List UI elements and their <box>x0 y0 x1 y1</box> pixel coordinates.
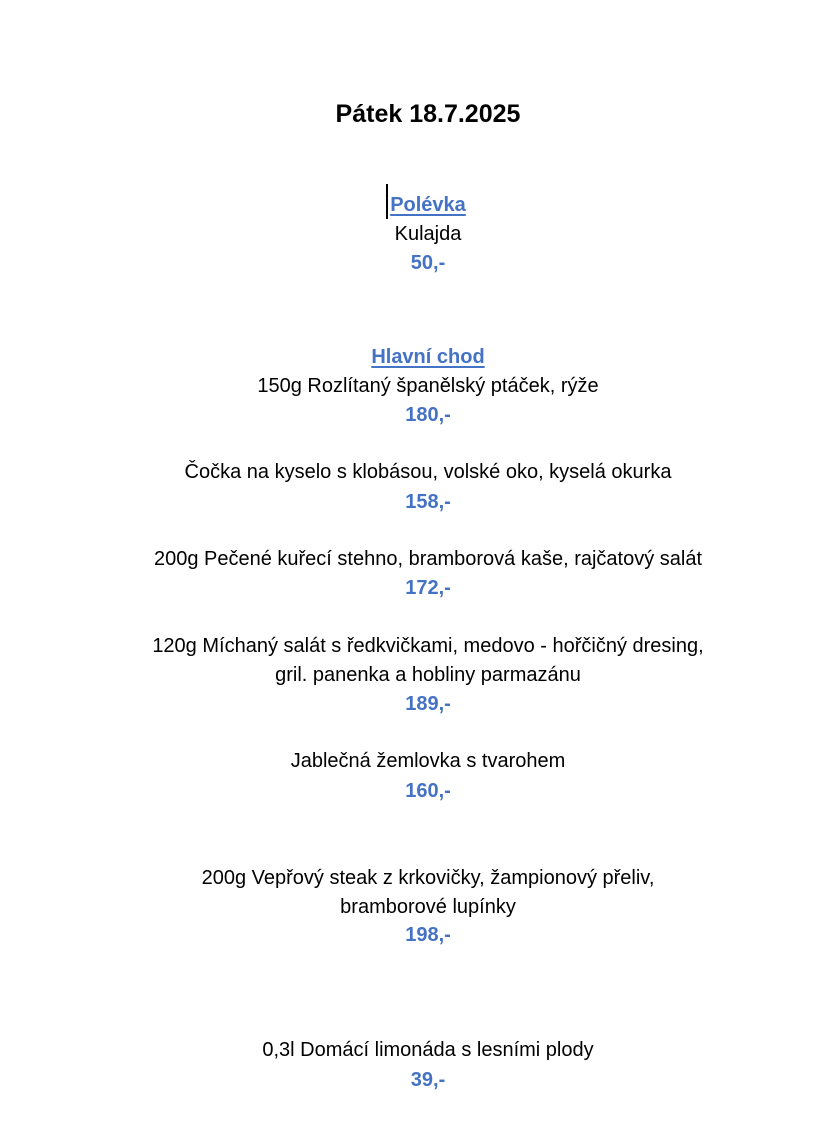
menu-item-4-name-line-1: 120g Míchaný salát s ředkvičkami, medovo - hořčičný dresing, <box>152 635 704 657</box>
main-course-heading: Hlavní chod <box>371 346 485 368</box>
menu-item-5-name: Jablečná žemlovka s tvarohem <box>290 750 566 772</box>
menu-item-4-price: 189,- <box>405 693 451 715</box>
menu-item-3-price: 172,- <box>405 577 451 599</box>
menu-item-1-name: 150g Rozlítaný španělský ptáček, rýže <box>257 375 599 397</box>
drink-price: 39,- <box>410 1069 446 1091</box>
menu-item-6-price: 198,- <box>405 924 451 946</box>
soup-name: Kulajda <box>394 223 462 245</box>
page-title: Pátek 18.7.2025 <box>335 100 521 128</box>
drink-name: 0,3l Domácí limonáda s lesními plody <box>262 1039 594 1061</box>
soup-heading: Polévka <box>390 194 466 216</box>
menu-item-4-name-line-2: gril. panenka a hobliny parmazánu <box>275 664 581 686</box>
menu-item-6-name-line-1: 200g Vepřový steak z krkovičky, žampionový přeliv, <box>201 867 655 889</box>
menu-item-5-price: 160,- <box>405 780 451 802</box>
menu-item-6-name-line-2: bramborové lupínky <box>340 896 516 918</box>
menu-item-2-name: Čočka na kyselo s klobásou, volské oko, kyselá okurka <box>184 461 672 483</box>
soup-price: 50,- <box>410 252 446 274</box>
menu-item-2-price: 158,- <box>405 491 451 513</box>
menu-item-3-name: 200g Pečené kuřecí stehno, bramborová kaše, rajčatový salát <box>153 548 703 570</box>
menu-item-1-price: 180,- <box>405 404 451 426</box>
